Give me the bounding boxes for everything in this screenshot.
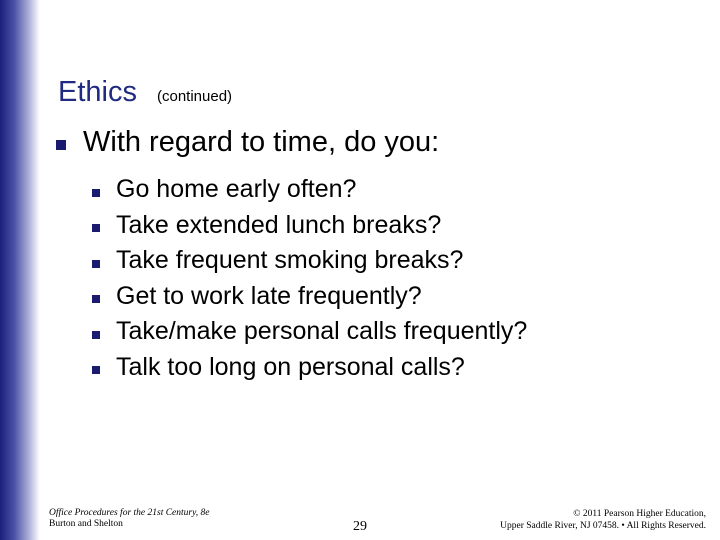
left-gradient-bar bbox=[0, 0, 40, 540]
square-bullet-icon bbox=[92, 224, 100, 232]
slide-title-row bbox=[58, 76, 232, 109]
list-item bbox=[92, 350, 527, 386]
list-item bbox=[92, 172, 527, 208]
list-item bbox=[92, 279, 527, 315]
square-bullet-icon bbox=[92, 331, 100, 339]
sub-bullet-list bbox=[92, 172, 527, 385]
list-item bbox=[92, 243, 527, 279]
slide-title-suffix: (continued) bbox=[156, 88, 233, 105]
sub-bullet-text: Get to work late frequently? bbox=[116, 281, 422, 310]
square-bullet-icon bbox=[92, 366, 100, 374]
footer-authors: Burton and Shelton bbox=[49, 519, 123, 529]
sub-bullet-text: Talk too long on personal calls? bbox=[116, 352, 465, 381]
footer-book-title: Office Procedures for the 21st Century, 8e bbox=[49, 508, 210, 518]
square-bullet-icon bbox=[92, 260, 100, 268]
main-bullet-text: With regard to time, do you: bbox=[83, 126, 440, 158]
square-bullet-icon bbox=[92, 295, 100, 303]
slide-title: Ethics bbox=[58, 76, 137, 108]
list-item bbox=[92, 208, 527, 244]
page-number: 29 bbox=[353, 519, 367, 534]
footer-copyright bbox=[500, 508, 706, 532]
main-bullet bbox=[56, 126, 439, 159]
square-bullet-icon bbox=[56, 140, 66, 150]
square-bullet-icon bbox=[92, 189, 100, 197]
copyright-line-1: © 2011 Pearson Higher Education, bbox=[573, 509, 706, 519]
sub-bullet-text: Go home early often? bbox=[116, 175, 357, 204]
sub-bullet-text: Take/make personal calls frequently? bbox=[116, 317, 528, 346]
list-item bbox=[92, 314, 527, 350]
sub-bullet-text: Take extended lunch breaks? bbox=[116, 210, 442, 239]
sub-bullet-text: Take frequent smoking breaks? bbox=[116, 246, 464, 275]
copyright-line-2: Upper Saddle River, NJ 07458. • All Rights Reserved. bbox=[500, 521, 706, 531]
footer-book-info bbox=[49, 508, 210, 530]
